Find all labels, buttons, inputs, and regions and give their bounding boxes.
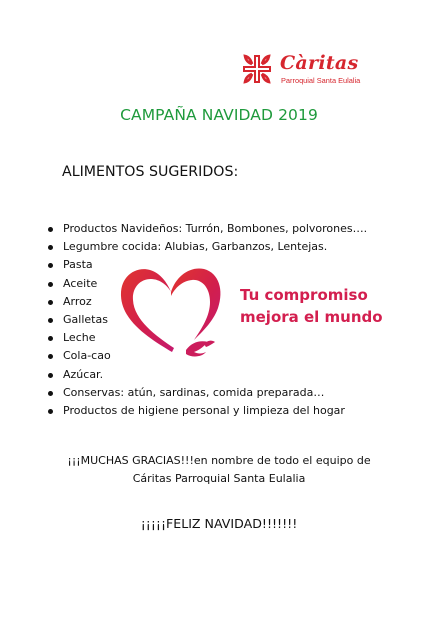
list-item-text: Legumbre cocida: Alubias, Garbanzos, Lentejas. — [63, 240, 328, 254]
list-item-text: Azúcar. — [63, 367, 104, 381]
campaign-title: CAMPAÑA NAVIDAD 2019 — [120, 106, 318, 124]
bullet-icon — [48, 409, 53, 414]
heart-icon — [116, 260, 228, 358]
list-item — [46, 384, 367, 402]
thanks-line-1: ¡¡¡MUCHAS GRACIAS!!!en nombre de todo el equipo de — [67, 454, 371, 467]
list-item-text: Galletas — [63, 313, 108, 327]
bullet-icon — [48, 300, 53, 305]
list-item-text: Arroz — [63, 294, 92, 308]
bullet-icon — [48, 373, 53, 378]
bullet-icon — [48, 245, 53, 250]
bullet-icon — [48, 391, 53, 396]
thanks-message — [0, 452, 438, 488]
caritas-logo — [240, 52, 390, 92]
list-item-text: Cola-cao — [63, 349, 111, 363]
list-item-text: Aceite — [63, 276, 98, 290]
bullet-icon — [48, 263, 53, 268]
bullet-icon — [48, 354, 53, 359]
list-item — [46, 238, 367, 256]
bullet-icon — [48, 336, 53, 341]
list-item — [46, 366, 367, 384]
list-item-text: Productos de higiene personal y limpieza del hogar — [63, 404, 345, 418]
slogan-line-2: mejora el mundo — [240, 308, 383, 326]
caritas-cross-icon — [240, 52, 274, 86]
list-item-text: Productos Navideños: Turrón, Bombones, polvorones…. — [63, 222, 368, 235]
closing-greeting: ¡¡¡¡¡FELIZ NAVIDAD!!!!!!! — [140, 516, 298, 531]
bullet-icon — [48, 282, 53, 287]
slogan — [240, 284, 383, 328]
caritas-name: Càritas — [280, 52, 359, 74]
list-item-text: Conservas: atún, sardinas, comida preparada… — [63, 385, 325, 399]
caritas-parish: Parroquial Santa Eulalia — [281, 76, 361, 85]
bullet-icon — [48, 318, 53, 323]
list-item — [46, 220, 367, 238]
list-item-text: Pasta — [63, 258, 93, 272]
thanks-line-2: Cáritas Parroquial Santa Eulalia — [132, 472, 306, 485]
slogan-line-1: Tu compromiso — [240, 286, 368, 304]
bullet-icon — [48, 227, 53, 232]
section-title: ALIMENTOS SUGERIDOS: — [62, 164, 239, 180]
list-item-text: Leche — [63, 331, 96, 345]
list-item — [46, 402, 367, 420]
